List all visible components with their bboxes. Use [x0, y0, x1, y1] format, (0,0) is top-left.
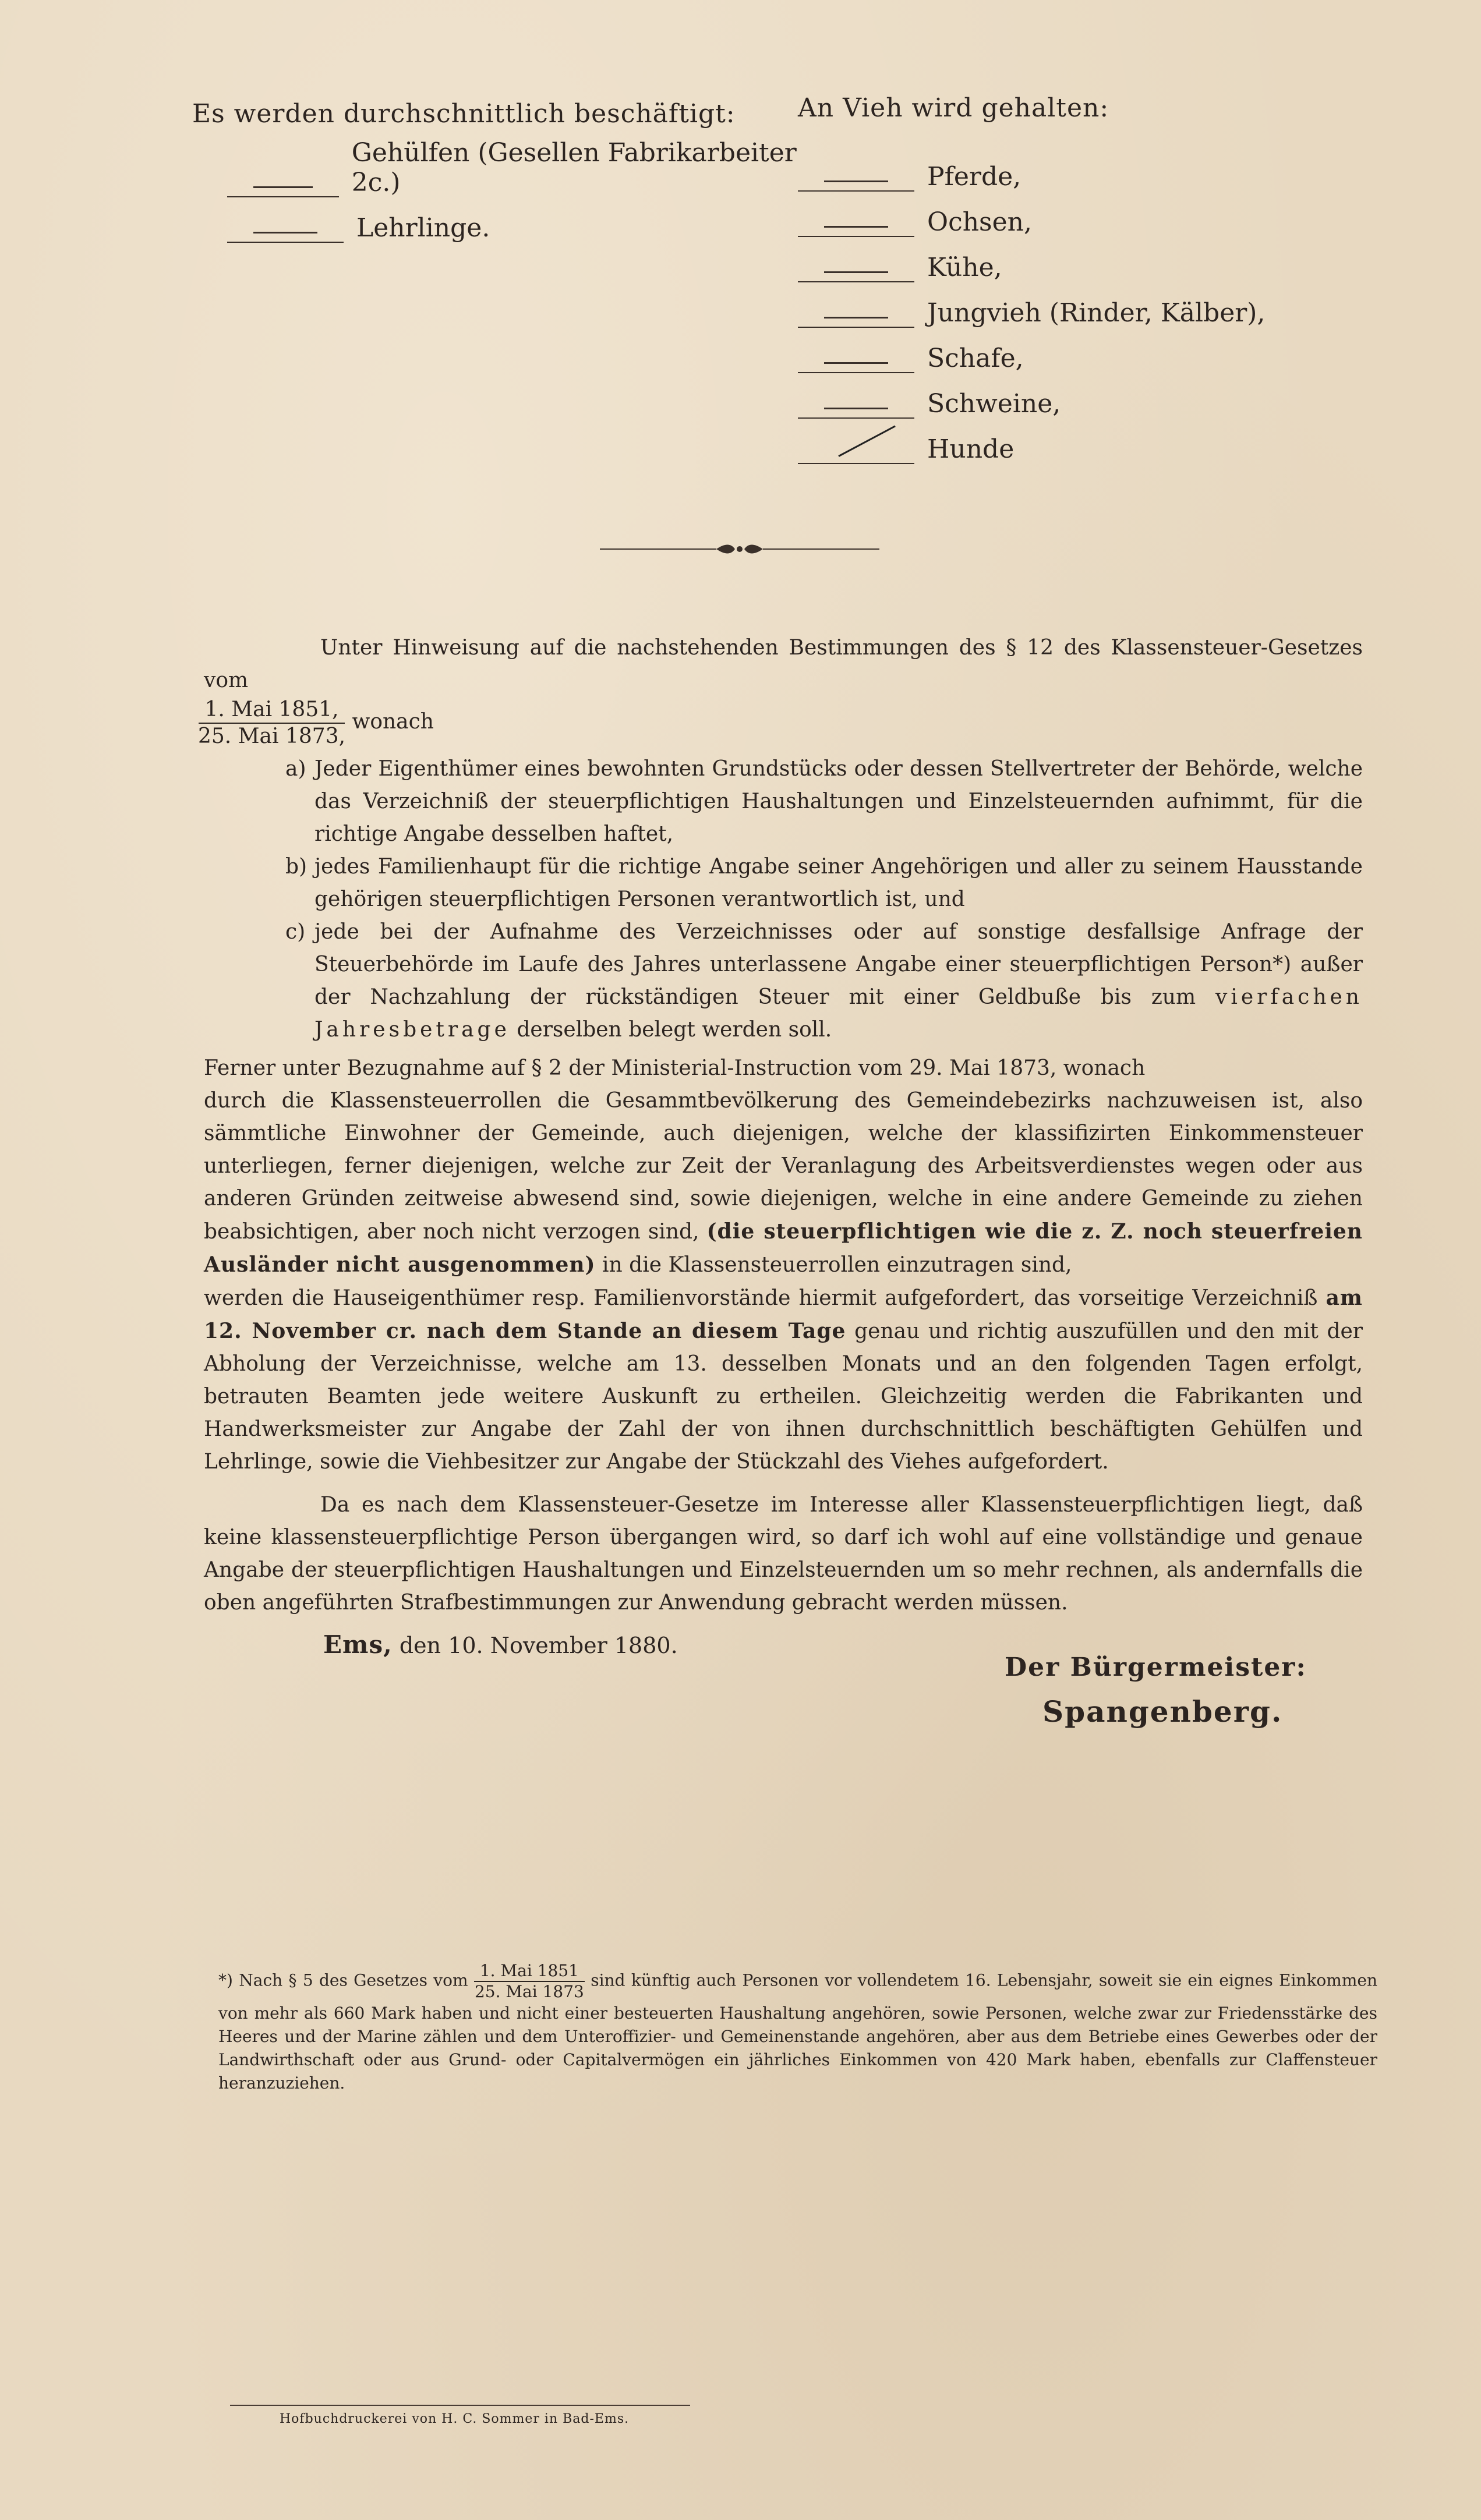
werden-text-1: werden die Hauseigenthümer resp. Familienvorstände hiermit aufgefordert, das vorseitige Verzeichniß [204, 1286, 1318, 1310]
footnote-text: sind künftig auch Personen vor vollendetem 16. Lebensjahr, soweit sie ein eignes Einkommen von mehr als 660 Mark haben und nicht einer besteuerten Haushaltung angehören, sowie Personen, welche zwar zur Friedensstärke des Heeres und der Marine zählen und dem Unteroffizier- und Gemeinenstande angehören, aber aus dem Betriebe eines Gewerbes oder der Landwirthschaft oder aus Grund- oder Capitalvermögen ein jährliches Einkommen von 420 Mark haben, ebenfalls zur Claffensteuer heranzuziehen. [218, 1970, 1377, 2093]
list-label: b) [285, 855, 307, 879]
count-field-oxen[interactable] [798, 204, 914, 237]
count-field-dogs[interactable] [798, 431, 914, 464]
entry-label: Ochsen, [927, 207, 1032, 237]
livestock-entry-young-cattle [798, 282, 1438, 328]
dash-mark [824, 271, 888, 273]
count-field-assistants[interactable] [227, 165, 339, 197]
printer-rule [230, 2405, 690, 2406]
list-text-c [314, 916, 1363, 1046]
footnote [218, 1961, 1377, 2095]
notice-body [198, 632, 1363, 1619]
list-label: a) [285, 757, 306, 781]
intro-text: Unter Hinweisung auf die nachstehenden Bestimmungen des § 12 des Klassensteuer-Gesetzes vom [204, 636, 1363, 692]
werden-text-2: genau und richtig auszufüllen und den mit der Abholung der Verzeichnisse, welche am 13. desselben Monats und an den folgenden Tagen erfolgt, betrauten Beamten jede weitere Auskunft zu ertheilen. Gleichzeitig werden die Fabrikanten und Handwerksmeister zur Angabe der Zahl der von ihnen durchschnittlich beschäftigten Gehülfen und Lehrlinge, sowie die Viehbesitzer zur Angabe der Stückzahl des Viehes aufgefordert. [204, 1319, 1363, 1474]
law-date-fraction [198, 697, 345, 749]
entry-label: Hunde [927, 434, 1015, 464]
werden-paragraph [204, 1282, 1363, 1478]
entry-label: Schafe, [927, 344, 1024, 373]
dash-mark [253, 186, 313, 188]
livestock-entry-oxen [798, 192, 1438, 237]
count-field-apprentices[interactable] [227, 210, 344, 243]
dash-mark [824, 317, 888, 318]
list-item-c [285, 916, 1363, 1046]
law-date-line [198, 697, 1363, 749]
law-date-denominator: 25. Mai 1873, [198, 724, 346, 748]
count-field-cows[interactable] [798, 250, 914, 282]
count-field-sheep[interactable] [798, 341, 914, 373]
ferner-cont-text: durch die Klassensteuerrollen die Gesammtbevölkerung des Gemeindebezirks nachzuweisen ist, also sämmtliche Einwohner der Gemeinde, auch diejenigen, welche der klassifizirten Einkommensteuer unterliegen, ferner diejenigen, welche zur Zeit der Veranlagung des Arbeitsverdienstes wegen oder aus anderen Gründen zeitweise abwesend sind, sowie diejenigen, welche in eine andere Gemeinde zu ziehen beabsichtigen, aber noch nicht verzogen sind, [204, 1089, 1363, 1244]
list-text: Jeder Eigenthümer eines bewohnten Grundstücks oder dessen Stellvertreter der Behörde, welche das Verzeichniß der steuerpflichtigen Haushaltungen und Einzelsteuernden aufnimmt, für die richtige Angabe desselben haftet, [314, 757, 1363, 846]
livestock-entry-cows [798, 237, 1438, 282]
livestock-entry-sheep [798, 328, 1438, 373]
regulation-list [285, 753, 1363, 1046]
entry-label: Schweine, [927, 389, 1061, 419]
count-field-horses[interactable] [798, 159, 914, 192]
list-item-a [285, 753, 1363, 851]
entry-label: Pferde, [927, 162, 1021, 192]
wonach-text: wonach [352, 710, 434, 734]
count-field-pigs[interactable] [798, 386, 914, 419]
date: den 10. November 1880. [399, 1633, 678, 1658]
werden-bold-text: am 12. November cr. nach dem Stande an diesem Tage [204, 1286, 1363, 1343]
employees-entry-apprentices [227, 197, 833, 243]
entry-label: Gehülfen (Gesellen Fabrikarbeiter 2c.) [351, 138, 797, 197]
c-end-text: derselben belegt werden soll. [517, 1018, 832, 1042]
footnote-numerator: 1. Mai 1851 [474, 1961, 585, 1982]
c-spaced-text: vierfachen Jahresbetrage [314, 985, 1363, 1042]
livestock-heading: An Vieh wird gehalten: [798, 93, 1109, 123]
ferner-text: Ferner unter Bezugnahme auf § 2 der Ministerial-Instruction vom 29. Mai 1873, wonach [204, 1056, 1146, 1080]
ornament-divider [600, 540, 879, 558]
employees-section [192, 99, 833, 243]
law-date-numerator: 1. Mai 1851, [199, 697, 344, 724]
dash-mark [824, 180, 888, 182]
list-text: jedes Familienhaupt für die richtige Angabe seiner Angehörigen und aller zu seinem Hausstande gehörigen steuerpflichtigen Personen verantwortlich ist, und [314, 855, 1363, 911]
printer-imprint: Hofbuchdruckerei von H. C. Sommer in Bad-Ems. [280, 2412, 630, 2426]
ferner-paragraph [204, 1052, 1363, 1085]
list-item-b [285, 851, 1363, 916]
footnote-denominator: 25. Mai 1873 [474, 1982, 584, 2001]
da-es-paragraph [204, 1489, 1363, 1619]
place-date [323, 1630, 678, 1659]
entry-label: Jungvieh (Rinder, Kälber), [927, 298, 1266, 328]
list-label: c) [285, 920, 306, 944]
handwritten-one-mark [838, 426, 896, 457]
entry-label: Lehrlinge. [356, 213, 490, 243]
footnote-start: *) Nach § 5 des Gesetzes vom [218, 1970, 468, 1990]
c-text: jede bei der Aufnahme des Verzeichnisses oder auf sonstige desfallsige Anfrage der Steuerbehörde im Laufe des Jahres unterlassene Angabe einer steuerpflichtigen Person*) außer der Nachzahlung der rückständigen Steuer mit einer Geldbuße bis zum [314, 920, 1363, 1009]
count-field-young-cattle[interactable] [798, 295, 914, 328]
employees-entry-assistants [227, 138, 833, 197]
ferner-continuation [204, 1085, 1363, 1282]
ferner-end-text: in die Klassensteuerrollen einzutragen sind, [602, 1253, 1072, 1277]
dash-mark [824, 226, 888, 228]
signature-name: Spangenberg. [1042, 1694, 1283, 1729]
dash-mark [253, 232, 317, 233]
dash-mark [824, 362, 888, 364]
place: Ems, [323, 1630, 393, 1659]
livestock-entry-pigs [798, 373, 1438, 419]
entry-label: Kühe, [927, 253, 1002, 282]
dash-mark [824, 408, 888, 409]
signature-title: Der Bürgermeister: [1005, 1652, 1307, 1682]
livestock-section [798, 93, 1438, 464]
footnote-fraction [474, 1961, 585, 2002]
livestock-entry-dogs [798, 419, 1438, 464]
ferner-bold-text: (die steuerpflichtigen wie die z. Z. noch steuerfreien Ausländer nicht ausgenommen) [204, 1219, 1363, 1277]
intro-paragraph [204, 632, 1363, 697]
da-es-text: Da es nach dem Klassensteuer-Gesetze im Interesse aller Klassensteuerpflichtigen liegt, daß keine klassensteuerpflichtige Person übergangen wird, so darf ich wohl auf eine vollständige und genaue Angabe der steuerpflichtigen Haushaltungen und Einzelsteuernden um so mehr rechnen, als andernfalls die oben angeführten Strafbestimmungen zur Anwendung gebracht werden müssen. [204, 1493, 1363, 1615]
livestock-entry-horses [798, 146, 1438, 192]
employees-heading: Es werden durchschnittlich beschäftigt: [192, 99, 736, 129]
